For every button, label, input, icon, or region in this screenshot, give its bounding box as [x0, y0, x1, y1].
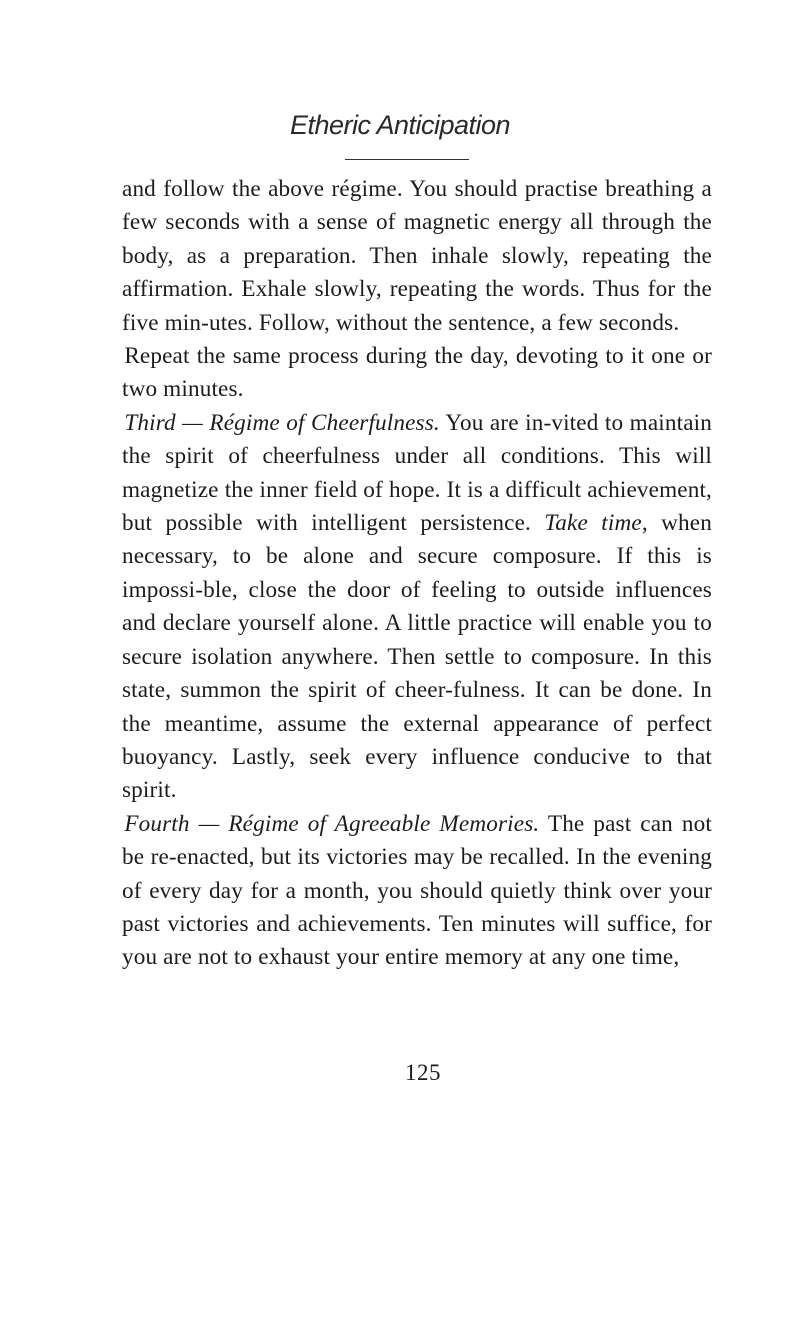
paragraph-4	[122, 808, 712, 975]
paragraph-2	[122, 340, 712, 407]
paragraph-3-text-b: when necessary, to be alone and secure composure. If this is impossi-ble, close the door of feeling to outside influences and declare yourself alone. A little practice will enable you to secure isolation anywhere. Then settle to composure. In this state, summon the spirit of cheer-fulness. It can be done. In the meantime, assume the external appearance of perfect buoyancy. Lastly, seek every influence conducive to that spirit.	[122, 510, 712, 804]
section-heading-third: Third — Régime of Cheerfulness.	[124, 409, 440, 436]
running-head-rule	[345, 159, 469, 160]
paragraph-3-text-a: You are in-vited to maintain the spirit of cheerfulness under all conditions. This will magnetize the inner field of hope. It is a difficult achievement, but possible with intelligent persistence.	[122, 409, 712, 537]
body-text	[122, 173, 712, 975]
paragraph-3	[122, 407, 712, 808]
paragraph-4-text: The past can not be re-enacted, but its victories may be recalled. In the evening of every day for a month, you should quietly think over your past victories and achievements. Ten minutes will suffice, for you are not to exhaust your entire memory at any one time,	[122, 810, 712, 971]
section-heading-fourth: Fourth — Régime of Agreeable Memories.	[124, 810, 540, 837]
paragraph-1-text: and follow the above régime. You should practise breathing a few seconds with a sense of magnetic energy all through the body, as a preparation. Then inhale slowly, repeating the affirmation. Exhale slowly, repeating the words. Thus for the five min-utes. Follow, without the sentence, a few seconds.	[122, 176, 712, 336]
paragraph-2-text: Repeat the same process during the day, devoting to it one or two minutes.	[122, 343, 712, 403]
paragraph-3-emphasis: Take time,	[544, 510, 648, 537]
running-head: Etheric Anticipation	[289, 110, 511, 140]
page-number: 125	[405, 1060, 441, 1085]
paragraph-1	[122, 173, 712, 340]
